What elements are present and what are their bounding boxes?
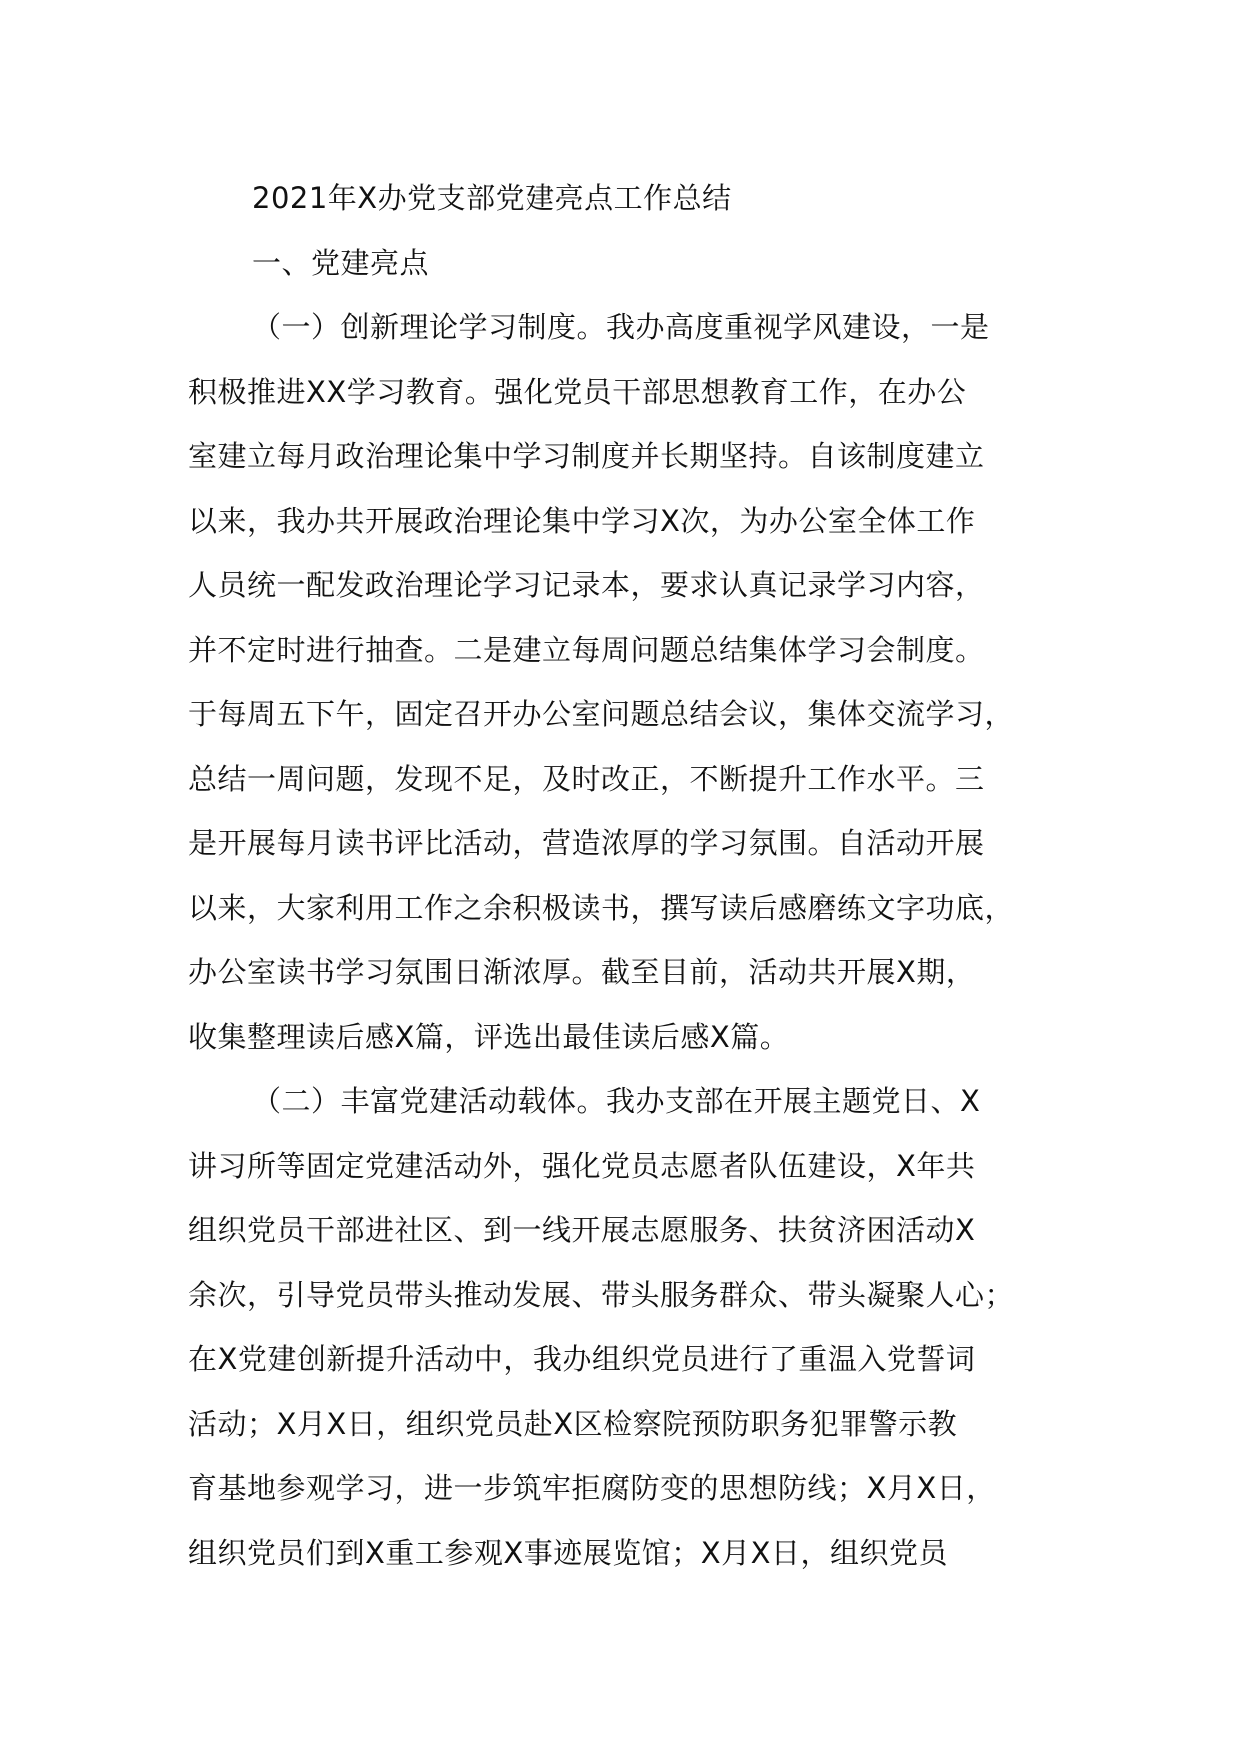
paragraph-line: 室建立每月政治理论集中学习制度并长期坚持。自该制度建立 — [188, 439, 985, 473]
paragraph-line: 育基地参观学习，进一步筑牢拒腐防变的思想防线；X月X日， — [188, 1471, 996, 1505]
paragraph-line: 总结一周问题，发现不足，及时改正，不断提升工作水平。三 — [188, 761, 985, 796]
paragraph-line: 并不定时进行抽查。二是建立每周问题总结集体学习会制度。 — [188, 632, 985, 667]
paragraph-line: 活动；X月X日，组织党员赴X区检察院预防职务犯罪警示教 — [188, 1406, 958, 1441]
paragraph-line: 于每周五下午，固定召开办公室问题总结会议，集体交流学习， — [188, 697, 1015, 731]
paragraph-line: 办公室读书学习氛围日渐浓厚。截至目前，活动共开展X期， — [188, 955, 976, 989]
paragraph-line: 余次，引导党员带头推动发展、带头服务群众、带头凝聚人心； — [188, 1277, 1015, 1312]
paragraph-line: 积极推进XX学习教育。强化党员干部思想教育工作，在办公 — [188, 374, 967, 409]
paragraph-line: 以来，我办共开展政治理论集中学习X次，为办公室全体工作 — [188, 503, 976, 538]
section-heading: 一、党建亮点 — [252, 245, 430, 280]
document-body — [188, 166, 1088, 1585]
paragraph-line: 在X党建创新提升活动中，我办组织党员进行了重温入党誓词 — [188, 1342, 976, 1376]
paragraph-line: 组织党员们到X重工参观X事迹展览馆；X月X日，组织党员 — [188, 1535, 948, 1570]
paragraph-line: 讲习所等固定党建活动外，强化党员志愿者队伍建设，X年共 — [188, 1148, 976, 1183]
paragraph-line: 人员统一配发政治理论学习记录本，要求认真记录学习内容， — [188, 568, 985, 602]
paragraph-line: 以来，大家利用工作之余积极读书，撰写读后感磨练文字功底， — [188, 890, 1015, 925]
paragraph-line: （一）创新理论学习制度。我办高度重视学风建设，一是 — [252, 310, 990, 344]
paragraph-line: 是开展每月读书评比活动，营造浓厚的学习氛围。自活动开展 — [188, 826, 985, 860]
paragraph-line: （二）丰富党建活动载体。我办支部在开展主题党日、X — [252, 1084, 981, 1118]
paragraph-line: 收集整理读后感X篇，评选出最佳读后感X篇。 — [188, 1019, 790, 1054]
paragraph-line: 组织党员干部进社区、到一线开展志愿服务、扶贫济困活动X — [188, 1213, 976, 1247]
document-title: 2021年X办党支部党建亮点工作总结 — [252, 181, 732, 215]
